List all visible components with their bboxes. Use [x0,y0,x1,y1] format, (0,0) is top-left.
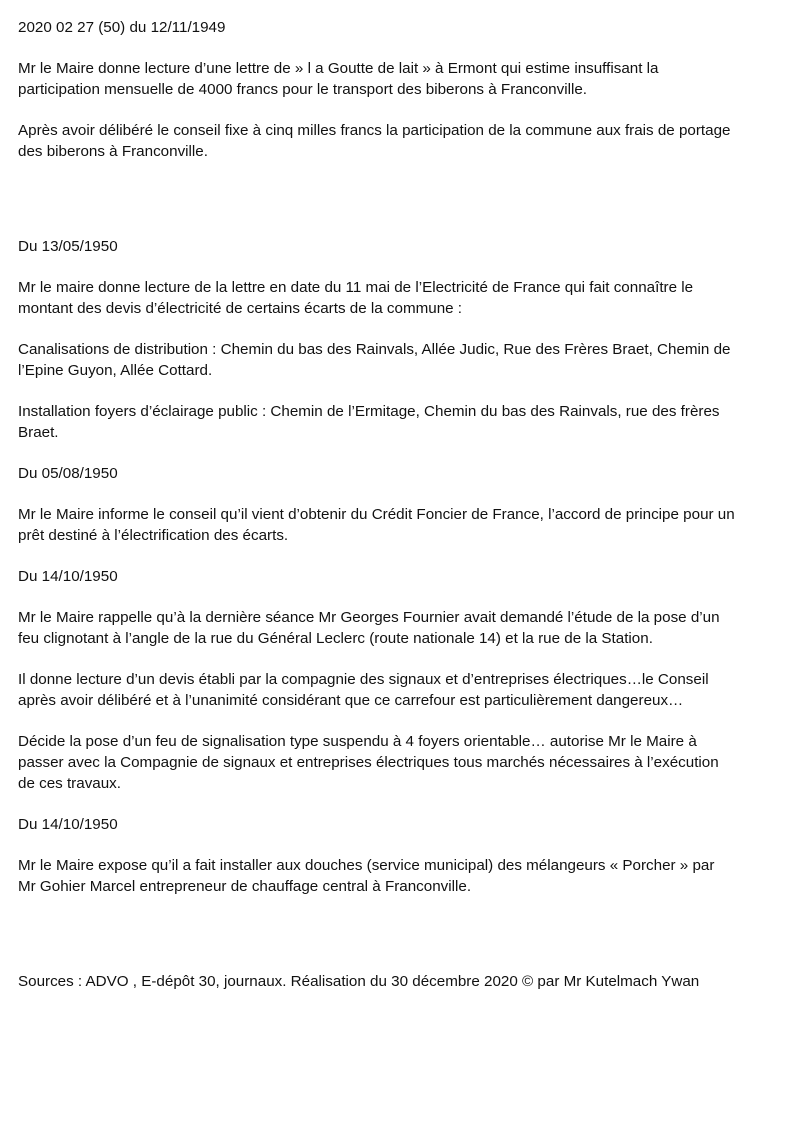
text-line: Mr le Maire donne lecture d’une lettre de » l a Goutte de lait » à Ermont qui estime insuffisant la [18,60,659,77]
paragraph [18,120,775,162]
date-text: Du 14/10/1950 [18,816,118,833]
spacer [18,182,775,236]
text-line: Après avoir délibéré le conseil fixe à cinq milles francs la participation de la commune aux frais de portage [18,122,731,139]
text-line: de ces travaux. [18,775,121,792]
paragraph [18,731,775,794]
entry-date [18,566,775,587]
text-line: passer avec la Compagnie de signaux et entreprises électriques tous marchés nécessaires à l’exécution [18,754,719,771]
paragraph [18,339,775,381]
text-line: Mr le Maire expose qu’il a fait installer aux douches (service municipal) des mélangeurs « Porcher » par [18,857,715,874]
paragraph [18,504,775,546]
paragraph [18,855,775,897]
text-line: feu clignotant à l’angle de la rue du Général Leclerc (route nationale 14) et la rue de la Station. [18,630,653,647]
entry-date [18,236,775,257]
text-line: des biberons à Franconville. [18,143,208,160]
text-line: l’Epine Guyon, Allée Cottard. [18,362,213,379]
entry-date [18,814,775,835]
spacer [18,917,775,971]
date-text: Du 13/05/1950 [18,238,118,255]
entry-date [18,463,775,484]
text-line: Installation foyers d’éclairage public : Chemin de l’Ermitage, Chemin du bas des Rainvals, rue des frères [18,403,720,420]
paragraph [18,58,775,100]
text-line: Mr le Maire rappelle qu’à la dernière séance Mr Georges Fournier avait demandé l’étude de la pose d’un [18,609,720,626]
text-line: montant des devis d’électricité de certains écarts de la commune : [18,300,463,317]
date-text: Du 14/10/1950 [18,568,118,585]
text-line: Braet. [18,424,59,441]
text-line: Il donne lecture d’un devis établi par la compagnie des signaux et d’entreprises électriques…le Conseil [18,671,709,688]
text-line: après avoir délibéré et à l’unanimité considérant que ce carrefour est particulièrement dangereux… [18,692,684,709]
text-line: Mr le maire donne lecture de la lettre en date du 11 mai de l’Electricité de France qui fait connaître le [18,279,694,296]
text-line: Canalisations de distribution : Chemin du bas des Rainvals, Allée Judic, Rue des Frères Braet, Chemin de [18,341,731,358]
text-line: prêt destiné à l’électrification des écarts. [18,527,289,544]
paragraph [18,669,775,711]
paragraph [18,277,775,319]
document-header [18,17,775,38]
paragraph [18,607,775,649]
text-line: participation mensuelle de 4000 francs pour le transport des biberons à Franconville. [18,81,588,98]
date-text: Du 05/08/1950 [18,465,118,482]
text-line: Décide la pose d’un feu de signalisation type suspendu à 4 foyers orientable… autorise Mr le Maire à [18,733,697,750]
sources-text: Sources : ADVO , E-dépôt 30, journaux. Réalisation du 30 décembre 2020 © par Mr Kutelmach Ywan [18,973,700,990]
text-line: Mr le Maire informe le conseil qu’il vient d’obtenir du Crédit Foncier de France, l’accord de principe pour un [18,506,735,523]
sources-note [18,971,775,992]
header-text: 2020 02 27 (50) du 12/11/1949 [18,19,226,36]
text-line: Mr Gohier Marcel entrepreneur de chauffage central à Franconville. [18,878,472,895]
paragraph [18,401,775,443]
